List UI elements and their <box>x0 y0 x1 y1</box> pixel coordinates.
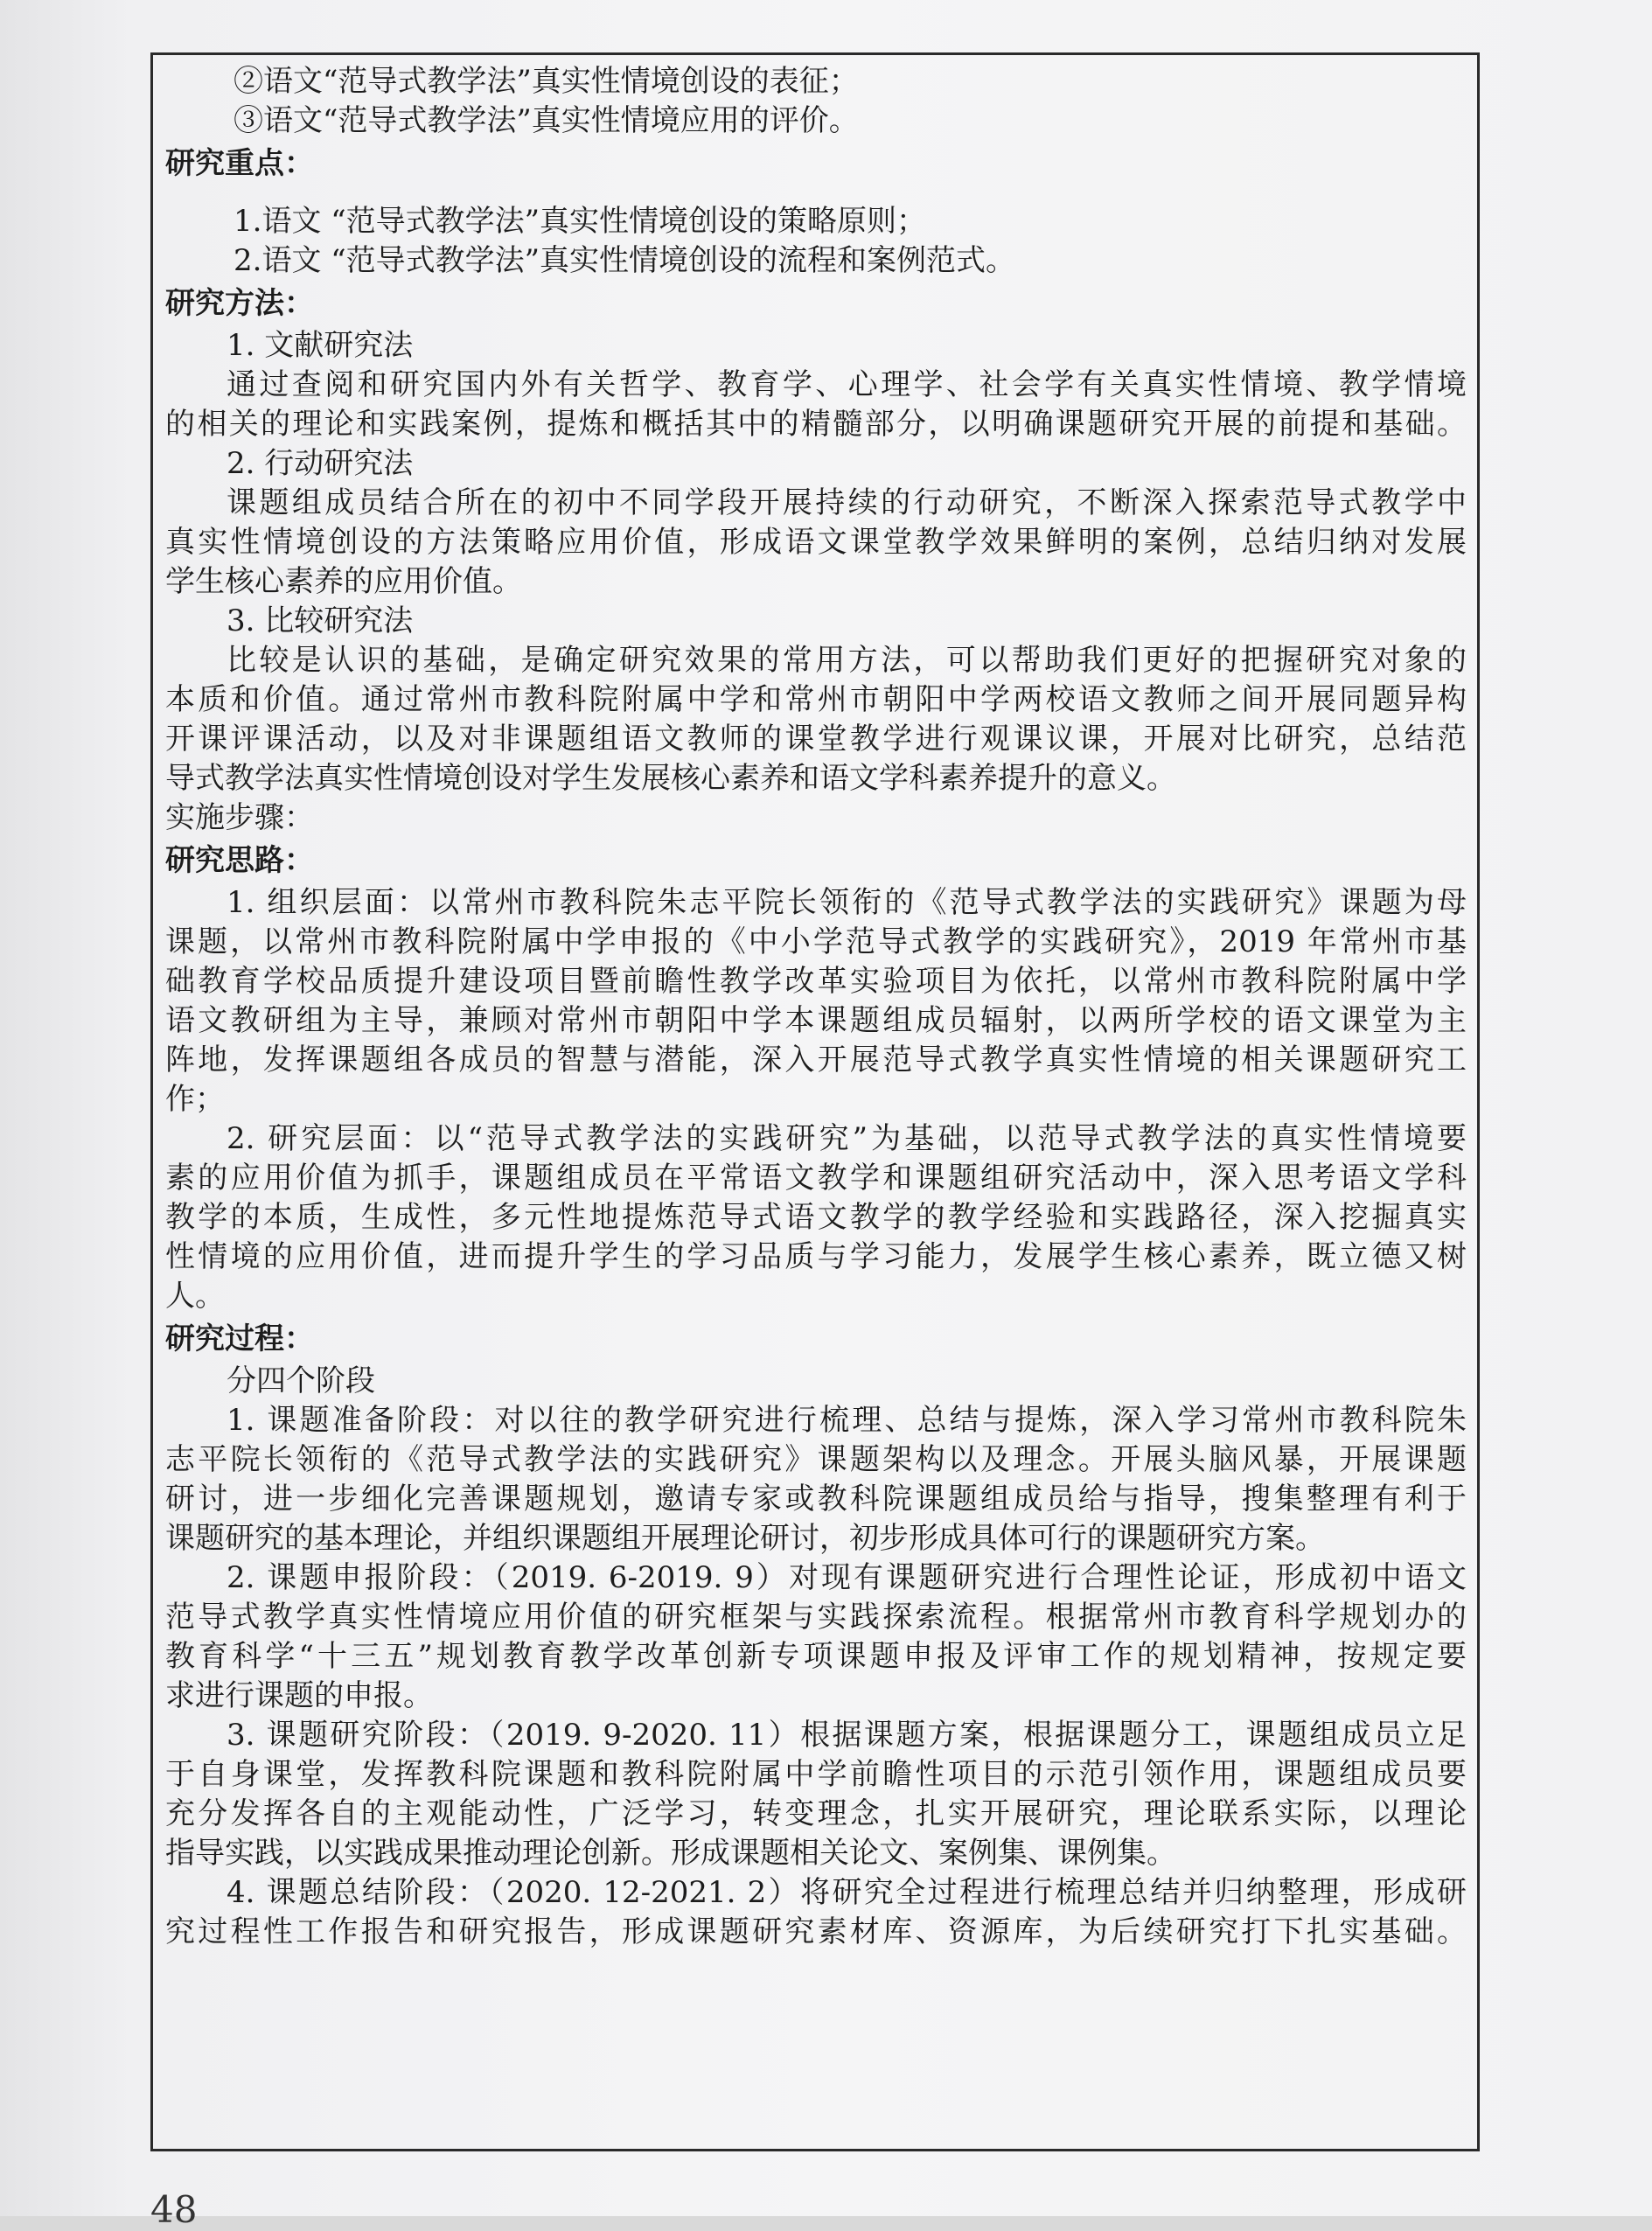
method-3-line: 本质和价值。通过常州市教科院附属中学和常州市朝阳中学两校语文教师之间开展同题异构 <box>165 682 1467 717</box>
method-1-line: 通过查阅和研究国内外有关哲学、教育学、心理学、社会学有关真实性情境、教学情境 <box>227 367 1467 402</box>
method-3-line: 比较是认识的基础，是确定研究效果的常用方法，可以帮助我们更好的把握研究对象的 <box>227 643 1467 678</box>
approach-p2-line: 教学的本质，生成性，多元性地提炼范导式语文教学的教学经验和实践路径，深入挖掘真实 <box>165 1200 1467 1235</box>
process-heading: 研究过程： <box>165 1321 314 1356</box>
methods-heading: 研究方法： <box>165 286 314 321</box>
stage-4-line: 究过程性工作报告和研究报告，形成课题研究素材库、资源库，为后续研究打下扎实基础。 <box>165 1914 1467 1949</box>
page-number: 48 <box>150 2188 198 2231</box>
approach-p1-line: 作； <box>165 1082 225 1117</box>
stage-3-line: 充分发挥各自的主观能动性，广泛学习，转变理念，扎实开展研究，理论联系实际，以理论 <box>165 1796 1467 1831</box>
approach-p1-line: 阵地，发挥课题组各成员的智慧与潜能，深入开展范导式教学真实性情境的相关课题研究工 <box>165 1042 1467 1077</box>
approach-p2-line: 素的应用价值为抓手，课题组成员在平常语文教学和课题组研究活动中，深入思考语文学科 <box>165 1161 1467 1196</box>
method-2-line: 学生核心素养的应用价值。 <box>165 564 522 599</box>
stage-1-line: 1. 课题准备阶段：对以往的教学研究进行梳理、总结与提炼，深入学习常州市教科院朱 <box>227 1403 1467 1438</box>
approach-p1-line: 课题，以常州市教科院附属中学申报的《中小学范导式教学的实践研究》，2019 年常州市基 <box>165 924 1467 959</box>
approach-p2-line: 性情境的应用价值，进而提升学生的学习品质与学习能力，发展学生核心素养，既立德又树 <box>165 1239 1467 1274</box>
stage-3-line: 于自身课堂，发挥教科院课题和教科院附属中学前瞻性项目的示范引领作用，课题组成员要 <box>165 1757 1467 1792</box>
approach-p2-line: 人。 <box>165 1279 225 1314</box>
stage-2-line: 教育科学“十三五”规划教育教学改革创新专项课题申报及评审工作的规划精神，按规定要 <box>165 1639 1467 1674</box>
stage-2-line: 求进行课题的申报。 <box>165 1678 433 1713</box>
process-intro: 分四个阶段 <box>227 1363 375 1398</box>
stage-3-line: 3. 课题研究阶段：（2019. 9-2020. 11）根据课题方案，根据课题分工，课题组成员立足 <box>227 1718 1467 1753</box>
method-2-title: 2. 行动研究法 <box>227 446 414 481</box>
focus-item-1: 1.语文 “范导式教学法”真实性情境创设的策略原则； <box>234 204 927 239</box>
approach-heading: 研究思路： <box>165 843 314 878</box>
content-frame <box>150 52 1480 2151</box>
stage-1-line: 研讨，进一步细化完善课题规划，邀请专家或教科院课题组成员给与指导，搜集整理有利于 <box>165 1482 1467 1516</box>
stage-4-line: 4. 课题总结阶段：（2020. 12-2021. 2）将研究全过程进行梳理总结并归纳整理，形成研 <box>227 1875 1467 1910</box>
stage-2-line: 范导式教学真实性情境应用价值的研究框架与实践探索流程。根据常州市教育科学规划办的 <box>165 1600 1467 1635</box>
approach-p1-line: 语文教研组为主导，兼顾对常州市朝阳中学本课题组成员辐射，以两所学校的语文课堂为主 <box>165 1003 1467 1038</box>
method-2-line: 真实性情境创设的方法策略应用价值，形成语文课堂教学效果鲜明的案例，总结归纳对发展 <box>165 525 1467 560</box>
focus-heading: 研究重点： <box>165 146 314 181</box>
top-item-3: ③语文“范导式教学法”真实性情境应用的评价。 <box>234 103 859 138</box>
stage-3-line: 指导实践，以实践成果推动理论创新。形成课题相关论文、案例集、课例集。 <box>165 1836 1176 1871</box>
focus-item-2: 2.语文 “范导式教学法”真实性情境创设的流程和案例范式。 <box>234 243 1016 278</box>
approach-p1-line: 1. 组织层面：以常州市教科院朱志平院长领衔的《范导式教学法的实践研究》课题为母 <box>227 885 1467 920</box>
approach-p2-line: 2. 研究层面：以“范导式教学法的实践研究”为基础，以范导式教学法的真实性情境要 <box>227 1121 1467 1156</box>
method-1-line: 的相关的理论和实践案例，提炼和概括其中的精髓部分，以明确课题研究开展的前提和基础。 <box>165 407 1467 442</box>
stage-1-line: 课题研究的基本理论，并组织课题组开展理论研讨，初步形成具体可行的课题研究方案。 <box>165 1521 1325 1556</box>
method-3-title: 3. 比较研究法 <box>227 603 414 638</box>
top-item-2: ②语文“范导式教学法”真实性情境创设的表征； <box>234 64 859 99</box>
method-2-line: 课题组成员结合所在的初中不同学段开展持续的行动研究，不断深入探索范导式教学中 <box>227 485 1467 520</box>
steps-label: 实施步骤： <box>165 800 314 835</box>
method-3-line: 开课评课活动，以及对非课题组语文教师的课堂教学进行观课议课，开展对比研究，总结范 <box>165 722 1467 756</box>
approach-p1-line: 础教育学校品质提升建设项目暨前瞻性教学改革实验项目为依托，以常州市教科院附属中学 <box>165 964 1467 999</box>
method-1-title: 1. 文献研究法 <box>227 328 414 363</box>
stage-1-line: 志平院长领衔的《范导式教学法的实践研究》课题架构以及理念。开展头脑风暴，开展课题 <box>165 1442 1467 1477</box>
method-3-line: 导式教学法真实性情境创设对学生发展核心素养和语文学科素养提升的意义。 <box>165 761 1176 796</box>
stage-2-line: 2. 课题申报阶段：（2019. 6-2019. 9）对现有课题研究进行合理性论证，形成初中语文 <box>227 1560 1467 1595</box>
